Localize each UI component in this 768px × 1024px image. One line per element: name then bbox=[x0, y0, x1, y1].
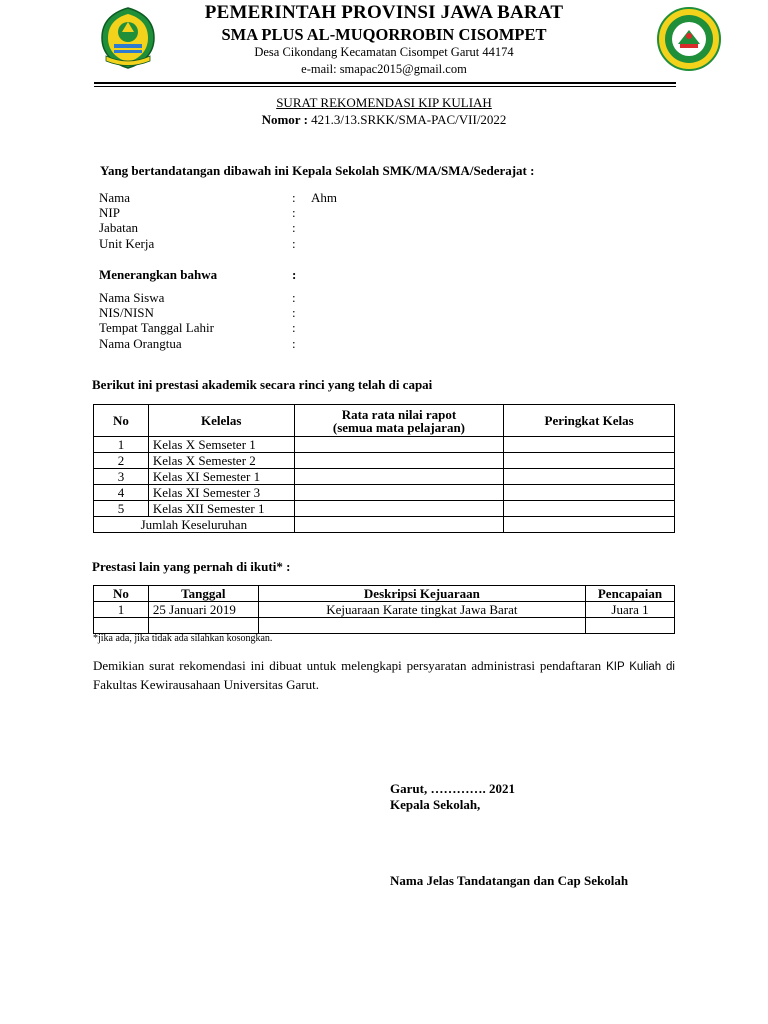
letterhead-divider bbox=[94, 82, 676, 87]
document-title bbox=[0, 95, 768, 111]
cell-no[interactable] bbox=[94, 618, 149, 634]
header-tanggal: Tanggal bbox=[148, 586, 258, 602]
cell-no: 1 bbox=[94, 437, 149, 453]
field-label-nis-nisn: NIS/NISN bbox=[99, 305, 154, 320]
explains-colon: : bbox=[292, 267, 297, 282]
field-label-ttl: Tempat Tanggal Lahir bbox=[99, 320, 214, 335]
field-colon: : bbox=[292, 290, 296, 305]
academic-section-title: Berikut ini prestasi akademik secara rinci yang telah di capai bbox=[92, 377, 433, 392]
closing-text-1: Demikian surat rekomendasi ini dibuat untuk melengkapi persyaratan administrasi pendaftaran bbox=[93, 658, 607, 673]
field-label-unit-kerja: Unit Kerja bbox=[99, 236, 155, 251]
table-header-row bbox=[94, 405, 675, 437]
header-no: No bbox=[94, 405, 149, 437]
field-colon: : bbox=[292, 220, 296, 235]
cell-deskripsi[interactable] bbox=[258, 618, 585, 634]
field-colon: : bbox=[292, 320, 296, 335]
field-colon: : bbox=[292, 190, 296, 205]
footnote: *jika ada, jika tidak ada silahkan kosongkan. bbox=[93, 633, 273, 644]
cell-no: 5 bbox=[94, 501, 149, 517]
cell-nilai[interactable] bbox=[294, 485, 504, 501]
explains-label: Menerangkan bahwa bbox=[99, 267, 218, 282]
cell-total-label: Jumlah Keseluruhan bbox=[94, 517, 295, 533]
table-row bbox=[94, 453, 675, 469]
cell-nilai[interactable] bbox=[294, 453, 504, 469]
field-colon: : bbox=[292, 336, 296, 351]
cell-kelas: Kelas X Semseter 1 bbox=[148, 437, 294, 453]
field-label-nama-orangtua: Nama Orangtua bbox=[99, 336, 182, 351]
letterhead-school-name: SMA PLUS AL-MUQORROBIN CISOMPET bbox=[221, 25, 547, 44]
table-row bbox=[94, 501, 675, 517]
table-row bbox=[94, 469, 675, 485]
field-label-nama-siswa: Nama Siswa bbox=[99, 290, 165, 305]
letterhead-government: PEMERINTAH PROVINSI JAWA BARAT bbox=[204, 2, 564, 23]
header-deskripsi: Deskripsi Kejuaraan bbox=[258, 586, 585, 602]
letterhead-address: Desa Cikondang Kecamatan Cisompet Garut 44174 bbox=[254, 45, 514, 59]
document-number bbox=[0, 112, 768, 128]
cell-peringkat[interactable] bbox=[504, 469, 675, 485]
cell-total-nilai[interactable] bbox=[294, 517, 504, 533]
table-total-row bbox=[94, 517, 675, 533]
table-header-row bbox=[94, 586, 675, 602]
field-label-jabatan: Jabatan bbox=[99, 220, 138, 235]
header-kelas: Kelelas bbox=[148, 405, 294, 437]
signature-role: Kepala Sekolah, bbox=[390, 797, 481, 812]
cell-nilai[interactable] bbox=[294, 469, 504, 485]
table-row bbox=[94, 485, 675, 501]
document-title-text: SURAT REKOMENDASI KIP KULIAH bbox=[276, 95, 492, 110]
other-achievements-table bbox=[93, 585, 675, 634]
academic-table bbox=[93, 404, 675, 533]
cell-total-peringkat[interactable] bbox=[504, 517, 675, 533]
closing-text-2: Fakultas Kewirausahaan Universitas Garut. bbox=[93, 677, 319, 692]
cell-peringkat[interactable] bbox=[504, 453, 675, 469]
intro-text: Yang bertandatangan dibawah ini Kepala Sekolah SMK/MA/SMA/Sederajat : bbox=[100, 163, 535, 178]
cell-nilai[interactable] bbox=[294, 501, 504, 517]
cell-pencapaian: Juara 1 bbox=[586, 602, 675, 618]
cell-nilai[interactable] bbox=[294, 437, 504, 453]
header-pencapaian: Pencapaian bbox=[586, 586, 675, 602]
cell-kelas: Kelas XII Semester 1 bbox=[148, 501, 294, 517]
cell-no: 2 bbox=[94, 453, 149, 469]
header-nilai-line2: (semua mata pelajaran) bbox=[332, 419, 466, 435]
cell-deskripsi: Kejuaraan Karate tingkat Jawa Barat bbox=[258, 602, 585, 618]
signature-place-date: Garut, …………. 2021 bbox=[390, 781, 515, 796]
document-number-value: 421.3/13.SRKK/SMA-PAC/VII/2022 bbox=[307, 112, 507, 127]
field-value-nama: Ahm bbox=[311, 190, 337, 205]
cell-tanggal: 25 Januari 2019 bbox=[148, 602, 258, 618]
field-colon: : bbox=[292, 305, 296, 320]
cell-kelas: Kelas X Semester 2 bbox=[148, 453, 294, 469]
field-label-nip: NIP bbox=[99, 205, 120, 220]
table-row bbox=[94, 437, 675, 453]
field-colon: : bbox=[292, 236, 296, 251]
table-row bbox=[94, 602, 675, 618]
closing-paragraph bbox=[93, 657, 675, 694]
cell-peringkat[interactable] bbox=[504, 485, 675, 501]
closing-kip-kuliah: KIP Kuliah bbox=[606, 661, 662, 673]
document-number-label: Nomor : bbox=[261, 112, 308, 127]
table-row bbox=[94, 618, 675, 634]
header-no: No bbox=[94, 586, 149, 602]
header-peringkat: Peringkat Kelas bbox=[504, 405, 675, 437]
cell-no: 3 bbox=[94, 469, 149, 485]
cell-tanggal[interactable] bbox=[148, 618, 258, 634]
header-nilai bbox=[294, 405, 504, 437]
cell-no: 1 bbox=[94, 602, 149, 618]
cell-no: 4 bbox=[94, 485, 149, 501]
cell-kelas: Kelas XI Semester 3 bbox=[148, 485, 294, 501]
signature-name-line: Nama Jelas Tandatangan dan Cap Sekolah bbox=[390, 873, 629, 888]
letterhead-email: e-mail: smapac2015@gmail.com bbox=[301, 62, 467, 76]
cell-peringkat[interactable] bbox=[504, 437, 675, 453]
closing-di: di bbox=[661, 661, 675, 673]
cell-pencapaian[interactable] bbox=[586, 618, 675, 634]
field-colon: : bbox=[292, 205, 296, 220]
other-section-title: Prestasi lain yang pernah di ikuti* : bbox=[92, 559, 291, 574]
header-nilai-line1: Rata rata nilai rapot bbox=[341, 406, 457, 422]
cell-peringkat[interactable] bbox=[504, 501, 675, 517]
field-label-nama: Nama bbox=[99, 190, 131, 205]
cell-kelas: Kelas XI Semester 1 bbox=[148, 469, 294, 485]
